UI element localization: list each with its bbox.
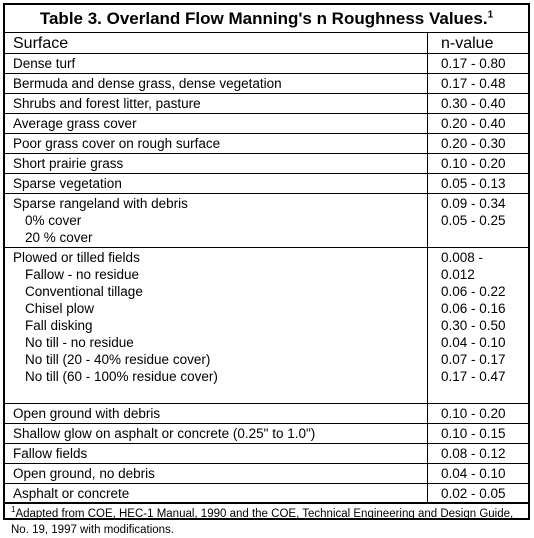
table-row-plowed bbox=[5, 248, 528, 404]
surface-cell: Shallow glow on asphalt or concrete (0.25" to 1.0") bbox=[5, 424, 428, 443]
group-item: 20 % cover bbox=[25, 230, 93, 245]
footnote-text: Adapted from COE, HEC-1 Manual, 1990 and the COE, Technical Engineering and Design Guide, No. 19, 1997 with modifications. bbox=[11, 508, 514, 536]
group-item: No till - no residue bbox=[25, 335, 134, 350]
value-cell: 0.10 - 0.15 bbox=[441, 426, 506, 441]
group-value: 0.17 - 0.47 bbox=[441, 369, 506, 384]
group-value: 0.05 - 0.25 bbox=[441, 213, 506, 228]
group-spacer bbox=[13, 385, 427, 402]
group-value: 0.09 - 0.34 bbox=[441, 196, 506, 211]
surface-cell: Dense turf bbox=[5, 54, 428, 73]
value-cell: 0.08 - 0.12 bbox=[441, 446, 506, 461]
value-cell: 0.10 - 0.20 bbox=[441, 406, 506, 421]
title-footnote-mark: 1 bbox=[487, 9, 494, 21]
header-row bbox=[5, 33, 528, 54]
surface-cell: Fallow fields bbox=[5, 444, 428, 463]
value-cell bbox=[428, 248, 528, 403]
value-cell bbox=[428, 194, 528, 247]
table-title-text: Table 3. Overland Flow Manning's n Roughness Values. bbox=[39, 9, 488, 28]
group-item: Conventional tillage bbox=[25, 284, 143, 299]
group-value: 0.008 - bbox=[441, 250, 484, 265]
value-cell: 0.17 - 0.80 bbox=[441, 56, 506, 71]
value-cell: 0.20 - 0.30 bbox=[441, 136, 506, 151]
group-value: 0.04 - 0.10 bbox=[441, 335, 506, 350]
footnote-mark: 1 bbox=[11, 505, 16, 515]
surface-cell bbox=[5, 194, 428, 247]
surface-cell bbox=[5, 248, 428, 403]
group-heading: Sparse rangeland with debris bbox=[13, 196, 188, 211]
group-item: 0% cover bbox=[25, 213, 82, 228]
table-row bbox=[5, 404, 528, 424]
table-row bbox=[5, 444, 528, 464]
surface-cell: Open ground with debris bbox=[5, 404, 428, 423]
group-value: 0.012 bbox=[441, 267, 475, 282]
table-footnote bbox=[5, 504, 528, 538]
table-row bbox=[5, 134, 528, 154]
value-cell: 0.17 - 0.48 bbox=[441, 76, 506, 91]
surface-header: Surface bbox=[5, 33, 428, 53]
group-item: Fall disking bbox=[25, 318, 93, 333]
table-row bbox=[5, 424, 528, 444]
group-heading: Plowed or tilled fields bbox=[13, 250, 140, 265]
surface-cell: Sparse vegetation bbox=[5, 174, 428, 193]
table-row bbox=[5, 54, 528, 74]
group-value: 0.07 - 0.17 bbox=[441, 352, 506, 367]
table-row-rangeland bbox=[5, 194, 528, 248]
table-row bbox=[5, 154, 528, 174]
group-item: No till (60 - 100% residue cover) bbox=[25, 369, 218, 384]
table-row bbox=[5, 114, 528, 134]
surface-cell: Shrubs and forest litter, pasture bbox=[5, 94, 428, 113]
surface-cell: Bermuda and dense grass, dense vegetation bbox=[5, 74, 428, 93]
surface-cell: Asphalt or concrete bbox=[5, 484, 428, 502]
value-cell: 0.02 - 0.05 bbox=[441, 486, 506, 501]
value-cell: 0.30 - 0.40 bbox=[441, 96, 506, 111]
table-row bbox=[5, 74, 528, 94]
table-row bbox=[5, 484, 528, 504]
group-value: 0.06 - 0.16 bbox=[441, 301, 506, 316]
value-cell: 0.10 - 0.20 bbox=[441, 156, 506, 171]
value-cell: 0.05 - 0.13 bbox=[441, 176, 506, 191]
table-title bbox=[5, 5, 528, 33]
group-value: 0.06 - 0.22 bbox=[441, 284, 506, 299]
roughness-table bbox=[3, 3, 530, 536]
value-cell: 0.20 - 0.40 bbox=[441, 116, 506, 131]
group-item: Chisel plow bbox=[25, 301, 95, 316]
table-row bbox=[5, 174, 528, 194]
group-item: No till (20 - 40% residue cover) bbox=[25, 352, 211, 367]
surface-cell: Average grass cover bbox=[5, 114, 428, 133]
value-cell: 0.04 - 0.10 bbox=[441, 466, 506, 481]
group-item: Fallow - no residue bbox=[25, 267, 140, 282]
group-value: 0.30 - 0.50 bbox=[441, 318, 506, 333]
surface-cell: Poor grass cover on rough surface bbox=[5, 134, 428, 153]
n-value-header: n-value bbox=[441, 35, 494, 52]
table-row bbox=[5, 464, 528, 484]
table-row bbox=[5, 94, 528, 114]
surface-cell: Open ground, no debris bbox=[5, 464, 428, 483]
surface-cell: Short prairie grass bbox=[5, 154, 428, 173]
